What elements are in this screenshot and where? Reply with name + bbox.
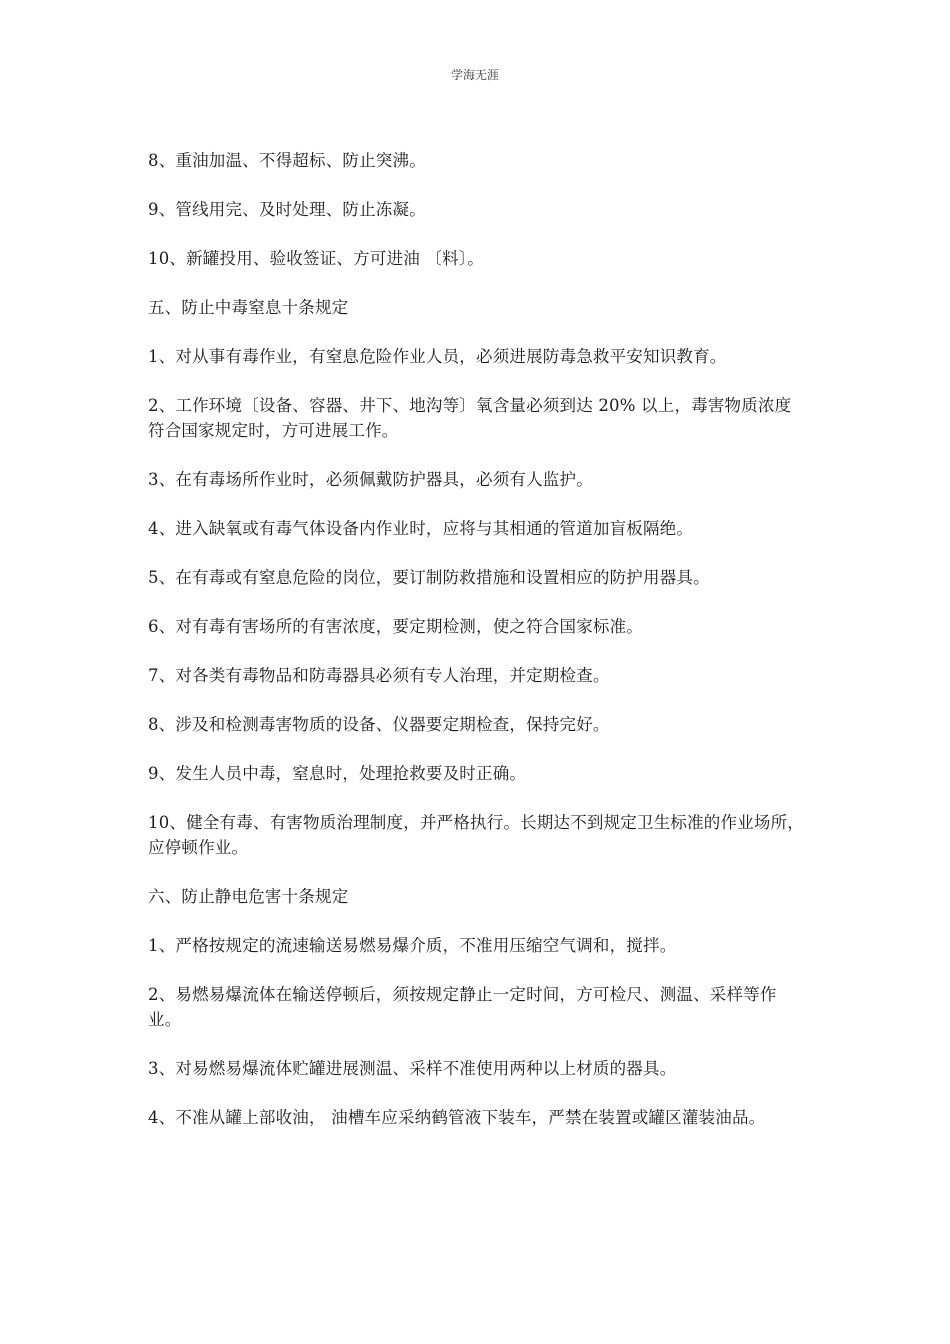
- paragraph-poison-rule-5: 5、在有毒或有窒息危险的岗位，要订制防救措施和设置相应的防护用器具。: [148, 568, 710, 587]
- paragraph-rule-8-heavy-oil: 8、重油加温、不得超标、防止突沸。: [148, 151, 426, 170]
- paragraph-static-rule-3: 3、对易燃易爆流体贮罐进展测温、采样不准使用两种以上材质的器具。: [148, 1059, 677, 1078]
- section-heading-static: 六、防止静电危害十条规定: [148, 887, 349, 906]
- paragraph-rule-9-pipeline: 9、管线用完、及时处理、防止冻凝。: [148, 200, 426, 219]
- paragraph-poison-rule-4: 4、进入缺氧或有毒气体设备内作业时，应将与其相通的管道加盲板隔绝。: [148, 519, 694, 538]
- section-heading-poisoning: 五、防止中毒窒息十条规定: [148, 298, 349, 317]
- paragraph-rule-10-new-tank: 10、新罐投用、验收签证、方可进油 〔料〕。: [148, 249, 484, 268]
- paragraph-static-rule-1: 1、严格按规定的流速输送易燃易爆介质，不准用压缩空气调和，搅拌。: [148, 936, 677, 955]
- paragraph-poison-rule-9: 9、发生人员中毒，窒息时，处理抢救要及时正确。: [148, 764, 527, 783]
- paragraph-poison-rule-8: 8、涉及和检测毒害物质的设备、仪器要定期检查，保持完好。: [148, 715, 610, 734]
- paragraph-poison-rule-1: 1、对从事有毒作业，有窒息危险作业人员，必须进展防毒急救平安知识教育。: [148, 347, 727, 366]
- paragraph-static-rule-4: 4、不准从罐上部收油， 油槽车应采纳鹤管液下装车，严禁在装置或罐区灌装油品。: [148, 1108, 766, 1127]
- paragraph-poison-rule-6: 6、对有毒有害场所的有害浓度，要定期检测，使之符合国家标准。: [148, 617, 643, 636]
- document-body: [148, 148, 808, 1154]
- page-header: 学海无涯: [450, 68, 499, 82]
- paragraph-poison-rule-2: 2、工作环境〔设备、容器、井下、地沟等〕氧含量必须到达 20% 以上，毒害物质浓度符合国家规定时，方可进展工作。: [148, 396, 792, 440]
- paragraph-poison-rule-10: 10、健全有毒、有害物质治理制度，并严格执行。长期达不到规定卫生标准的作业场所，应停顿作业。: [148, 813, 804, 857]
- paragraph-poison-rule-3: 3、在有毒场所作业时，必须佩戴防护器具，必须有人监护。: [148, 470, 593, 489]
- paragraph-poison-rule-7: 7、对各类有毒物品和防毒器具必须有专人治理，并定期检查。: [148, 666, 610, 685]
- paragraph-static-rule-2: 2、易燃易爆流体在输送停顿后，须按规定静止一定时间，方可检尺、测温、采样等作业。: [148, 985, 777, 1029]
